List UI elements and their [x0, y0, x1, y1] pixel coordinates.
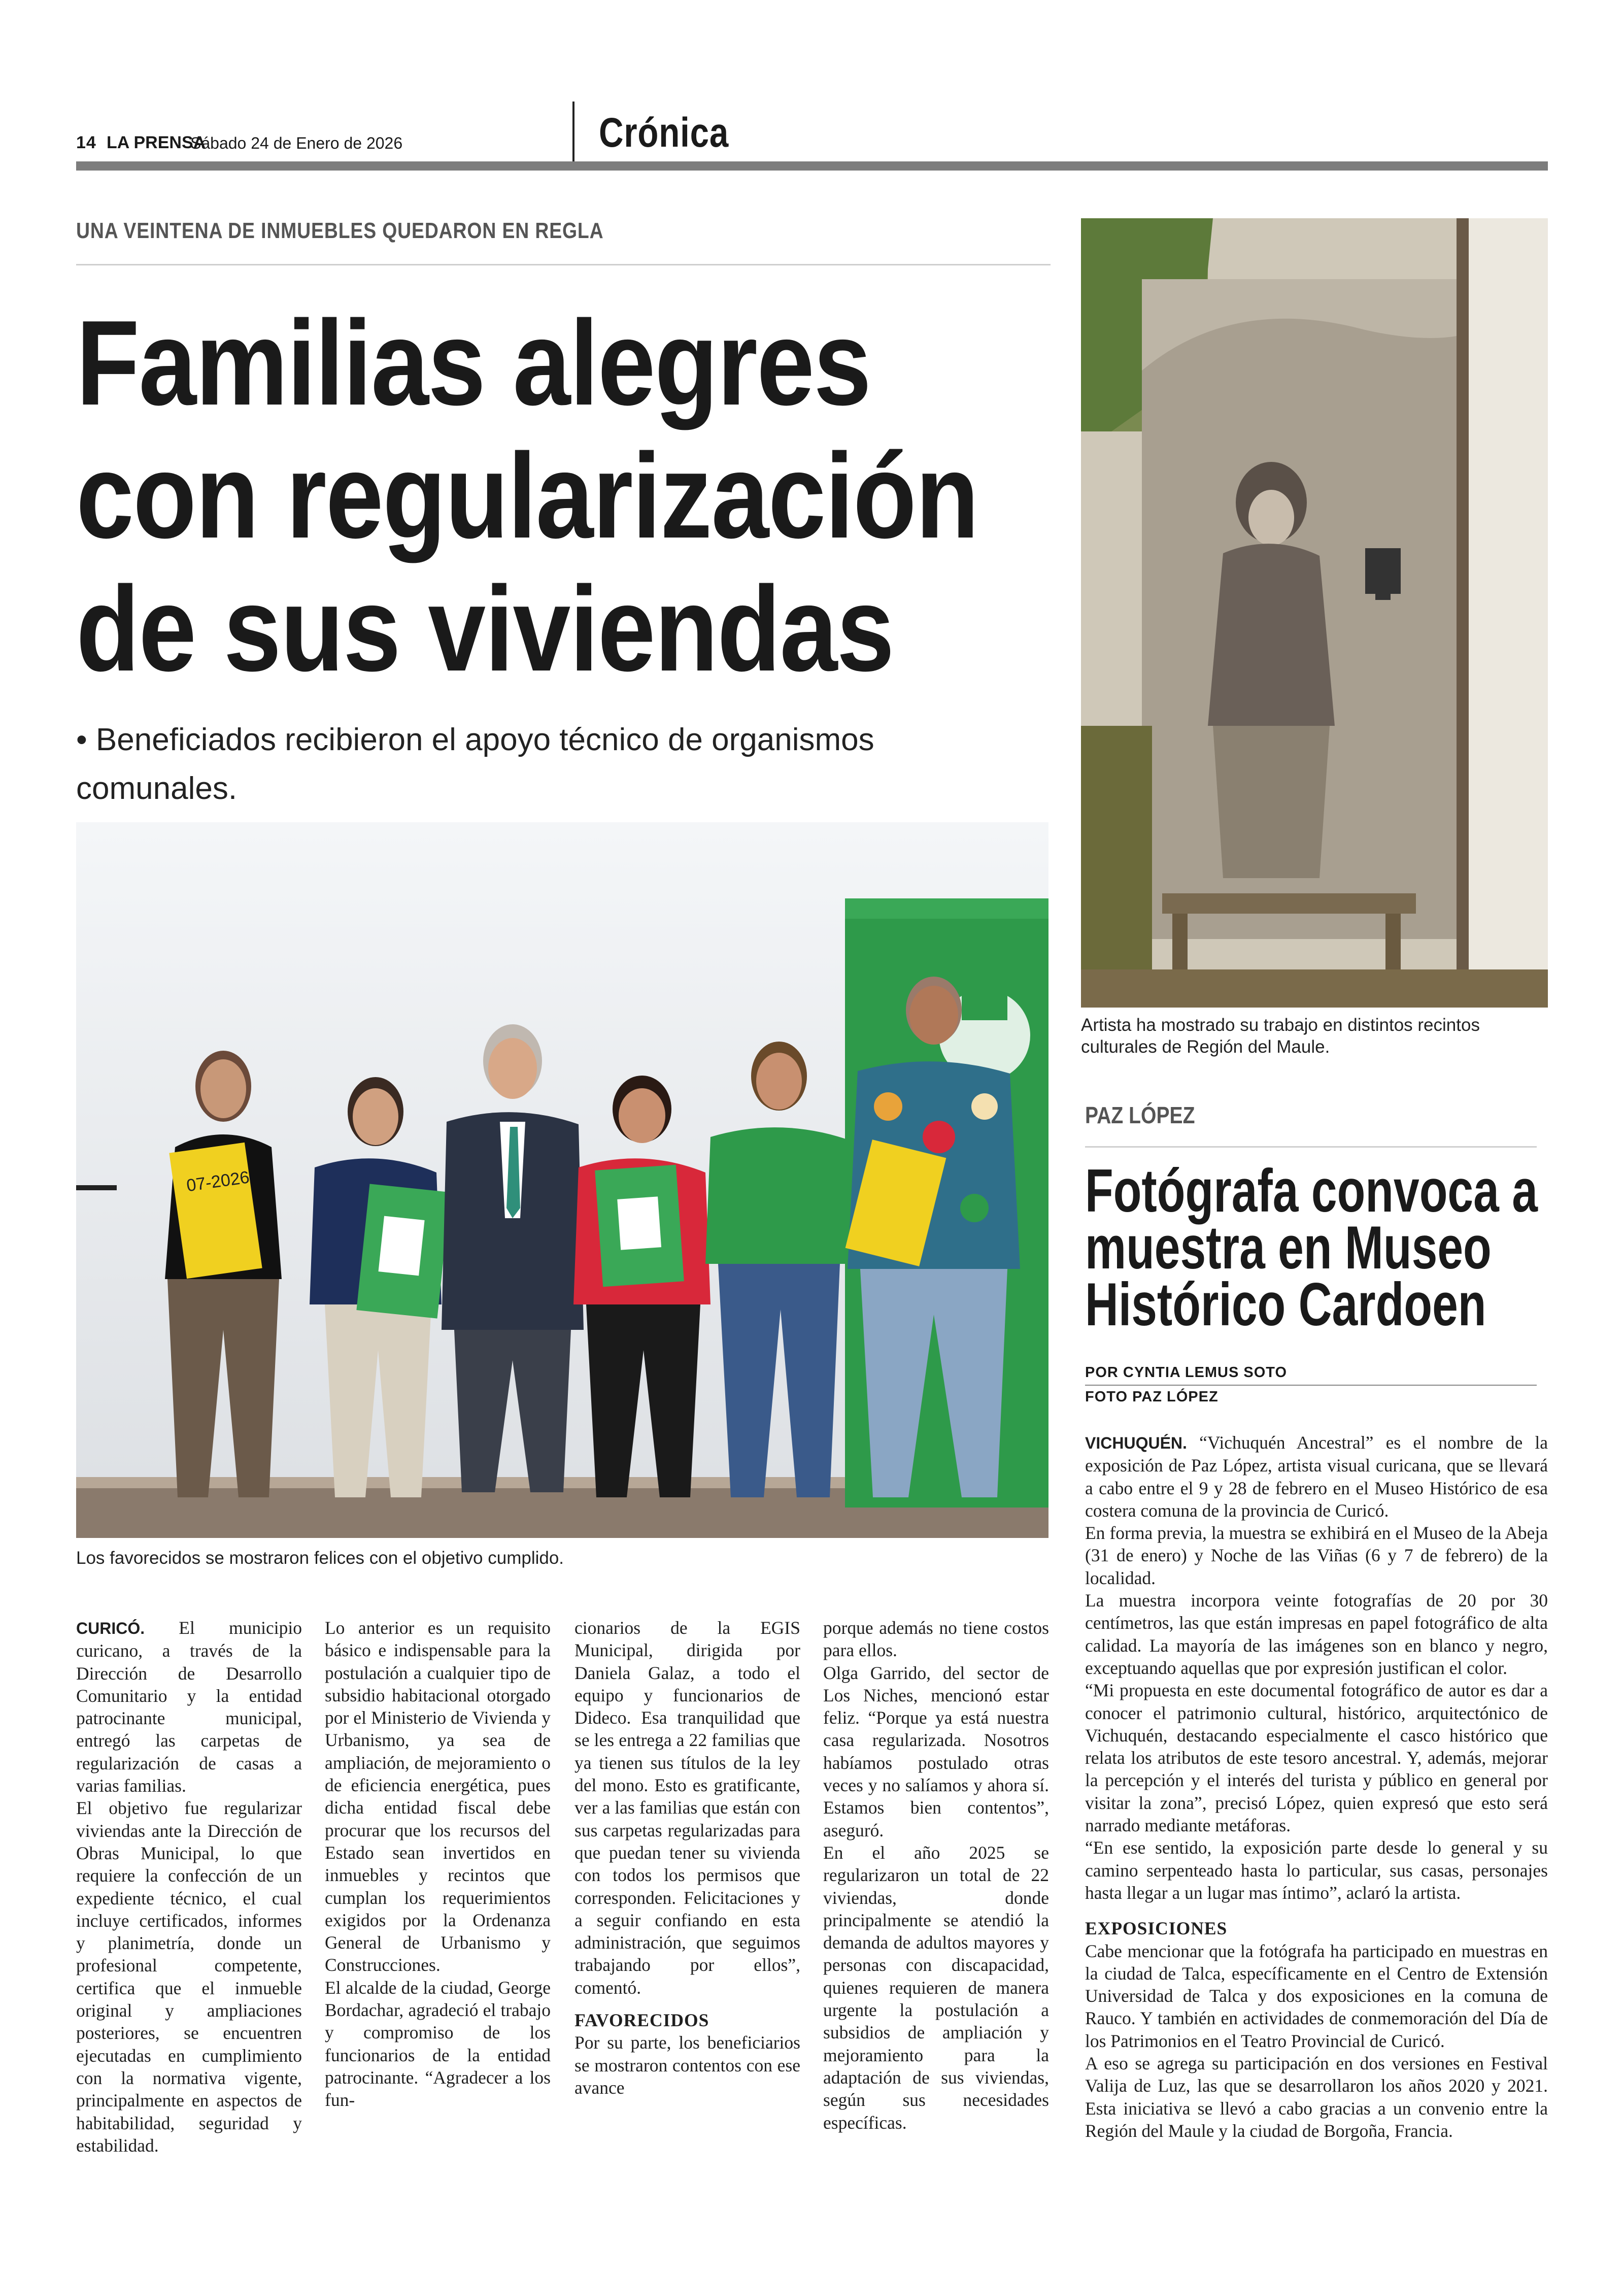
mural-photo-caption: Artista ha mostrado su trabajo en distintos recintos culturales de Región del Maule.: [1081, 1015, 1480, 1057]
paragraph: A eso se agrega su participación en dos versiones en Festival Valija de Luz, las que se desarrollaron los años 2020 y 2021. Esta iniciativa se llevó a cabo gracias a un convenio entre la Región del Maule y la ciudad de Borgoña, Francia.: [1085, 2053, 1548, 2141]
paragraph: El objetivo fue regularizar viviendas ante la Dirección de Obras Municipal, lo que requiere la confección de un expediente técnico, el cual incluye certificados, informes y planimetría, donde un profesional competente, certifica que el inmueble original y ampliaciones posteriores, se encuentren ejecutadas en cumplimiento con la normativa vigente, principalmente en aspectos de habitabilidad, seguridad y estabilidad.: [76, 1798, 302, 2156]
kicker-divider: [76, 264, 1051, 265]
section-subhead: FAVORECIDOS: [574, 2010, 709, 2031]
paragraph: Olga Garrido, del sector de Los Niches, mencionó estar feliz. “Porque ya está nuestra casa regularizada. Nosotros habíamos postulado otras veces y no salíamos y ahora sí. Estamos bien contentos”, aseguró.: [823, 1662, 1049, 1840]
mural-photo: [1081, 218, 1548, 1008]
article-headline: Familias alegres con regularización de sus viviendas: [76, 296, 978, 696]
paragraph: Cabe mencionar que la fotógrafa ha participado en muestras en la ciudad de Talca, específicamente en el Centro de Extensión Universidad de Talca y dos exposiciones en la comuna de Rauco. Y también en actividades de conmemoración del Día de los Patrimonios en el Teatro Provincial de Curicó.: [1085, 1940, 1548, 2051]
paragraph: Por su parte, los beneficiarios se mostraron contentos con ese avance: [574, 2032, 800, 2098]
document-number: 07-2026: [185, 1167, 251, 1196]
article-subhead: • Beneficiados recibieron el apoyo técnico de organismos comunales.: [76, 722, 874, 806]
paragraph: porque además no tiene costos para ellos.: [823, 1618, 1049, 1661]
article-kicker: UNA VEINTENA DE INMUEBLES QUEDARON EN REGLA: [76, 218, 604, 243]
article-column-2: [325, 1617, 551, 2112]
article-column-3: [574, 1617, 800, 2099]
header-rule: [76, 161, 1548, 171]
side-kicker-divider: [1085, 1146, 1537, 1148]
side-article-body: [1085, 1431, 1548, 2142]
paragraph: En forma previa, la muestra se exhibirá en el Museo de la Abeja (31 de enero) y Noche de las Viñas (6 y 7 de febrero) de la localidad.: [1085, 1523, 1548, 1588]
side-photo-credit: FOTO PAZ LÓPEZ: [1085, 1389, 1219, 1405]
side-dateline: VICHUQUÉN.: [1085, 1434, 1187, 1452]
side-byline: POR CYNTIA LEMUS SOTO: [1085, 1364, 1288, 1381]
section-title: Crónica: [599, 110, 729, 156]
group-photo-illustration: [76, 822, 1048, 1538]
paragraph: cionarios de la EGIS Municipal, dirigida por Daniela Galaz, a todo el equipo y funcionarios de Dideco. Esa tranquilidad que se les entrega a 22 familias que ya tienen sus títulos de la ley del mono. Esto es gratificante, ver a las familias que están con sus carpetas regularizadas para que puedan tener su vivienda con todos los permisos que corresponden. Felicitaciones y a seguir confiando en esta administración, que seguimos trabajando por ellos”, comentó.: [574, 1618, 800, 1998]
article-column-1: [76, 1617, 302, 2157]
paragraph: “Vichuquén Ancestral” es el nombre de la exposición de Paz López, artista visual curicana, que se llevará a cabo entre el 9 y 28 de febrero en el Museo Histórico de esa costera comuna de la provincia de Curicó.: [1085, 1432, 1548, 1521]
paragraph: En el año 2025 se regularizaron un total de 22 viviendas, donde principalmente se atendió la demanda de adultos mayores y personas con discapacidad, quienes requieren de manera urgente la postulación a subsidios de ampliación y mejoramiento para la adaptación de sus viviendas, según sus necesidades específicas.: [823, 1842, 1049, 2133]
article-column-4: [823, 1617, 1049, 2134]
paragraph: El alcalde de la ciudad, George Bordachar, agradeció el trabajo y compromiso de los funcionarios de la entidad patrocinante. “Agradecer a los fun-: [325, 1977, 551, 2110]
paragraph: “Mi propuesta en este documental fotográfico de autor es dar a conocer el patrimonio cultural, histórico, arquitectónico de Vichuquén, destacando especialmente el casco histórico que relata los atributos de este tesoro ancestral. Y, además, mejorar la percepción y el interés del turista y público en general por visitar la zona”, precisó López, quien expresó que esto será narrado mediante metáforas.: [1085, 1680, 1548, 1836]
group-photo: [76, 822, 1048, 1538]
photo-caption: Los favorecidos se mostraron felices con el objetivo cumplido.: [76, 1548, 564, 1568]
page-number: 14: [76, 133, 96, 152]
paragraph: “En ese sentido, la exposición parte desde lo general y su camino serpenteado hasta lo particular, sus casas, personajes hasta llegar a un lugar mas íntimo”, aclaró la artista.: [1085, 1837, 1548, 1903]
paragraph: La muestra incorpora veinte fotografías de 20 por 30 centímetros, las que están impresas en papel fotográfico de alta calidad. La mayoría de las imágenes son en blanco y negro, exceptuando aquellas que por expresión justifican el color.: [1085, 1590, 1548, 1678]
issue-date: Sábado 24 de Enero de 2026: [190, 134, 403, 152]
paragraph: Lo anterior es un requisito básico e indispensable para la postulación a cualquier tipo de subsidio habitacional otorgado por el Ministerio de Vivienda y Urbanismo, ya sea de ampliación, de mejoramiento o de eficiencia energética, pues dicha entidad fiscal debe procurar que los recursos del Estado sean invertidos en inmuebles y recintos que cumplan los requerimientos exigidos por la Ordenanza General de Urbanismo y Construcciones.: [325, 1618, 551, 1975]
header-divider: [572, 102, 574, 161]
byline-divider: [1085, 1385, 1537, 1386]
paper-name: LA PRENSA: [107, 133, 206, 152]
mural-photo-illustration: [1081, 218, 1548, 1008]
side-section-subhead: EXPOSICIONES: [1085, 1918, 1228, 1939]
paragraph: El municipio curicano, a través de la Dirección de Desarrollo Comunitario y la entidad patrocinante municipal, entregó las carpetas de regularización de casas a varias familias.: [76, 1618, 302, 1796]
side-kicker: PAZ LÓPEZ: [1085, 1102, 1195, 1128]
dateline: CURICÓ.: [76, 1619, 145, 1637]
side-headline: Fotógrafa convoca a muestra en Museo Histórico Cardoen: [1085, 1157, 1538, 1338]
